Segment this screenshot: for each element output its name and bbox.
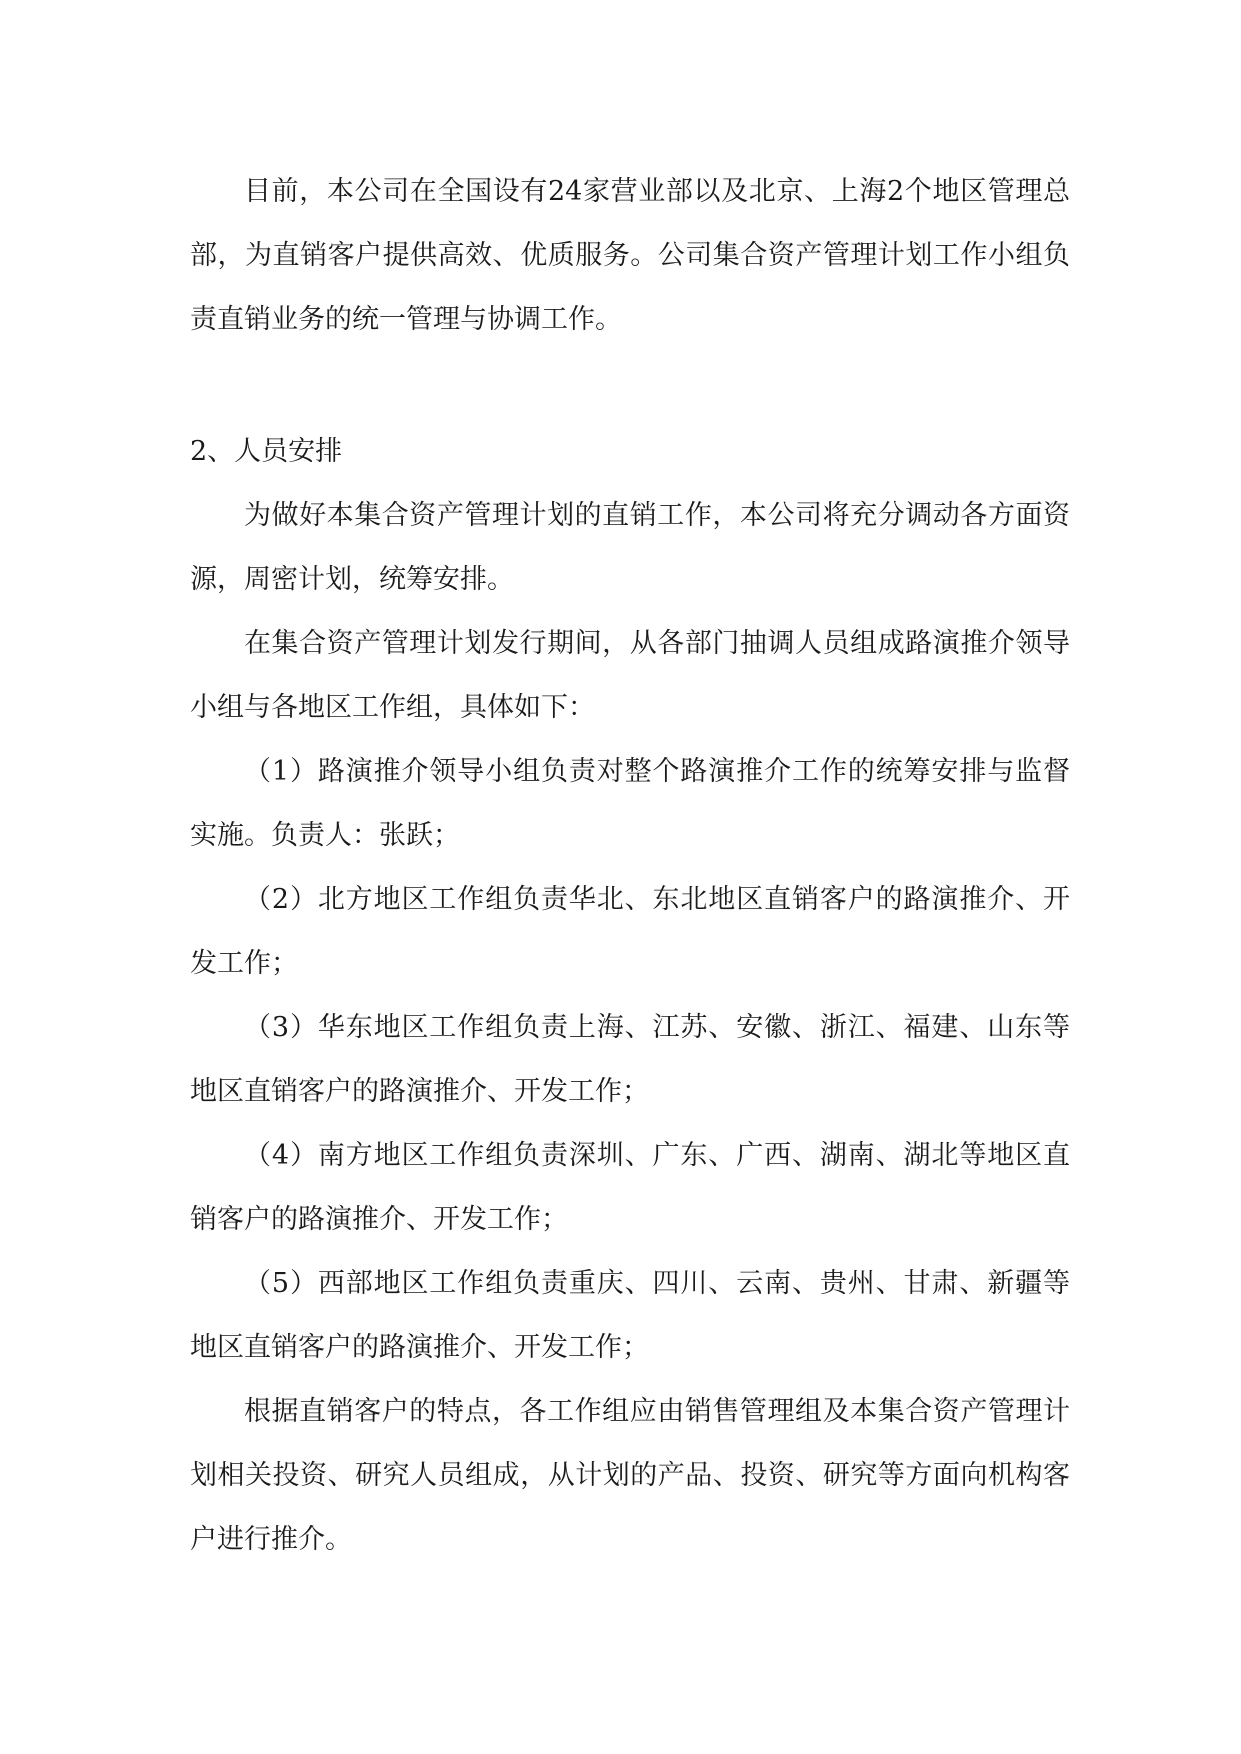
section-spacer [190, 352, 1070, 420]
list-item: （3）华东地区工作组负责上海、江苏、安徽、浙江、福建、山东等地区直销客户的路演推介、开发工作； [190, 1012, 1070, 1107]
document-body [190, 160, 1070, 1572]
list-item: （1）路演推介领导小组负责对整个路演推介工作的统筹安排与监督实施。负责人：张跃； [190, 756, 1070, 851]
section-heading: 2、人员安排 [190, 436, 343, 467]
list-item: （5）西部地区工作组负责重庆、四川、云南、贵州、甘肃、新疆等地区直销客户的路演推介、开发工作； [190, 1268, 1070, 1363]
intro-paragraph: 目前，本公司在全国设有24家营业部以及北京、上海2个地区管理总部，为直销客户提供高效、优质服务。公司集合资产管理计划工作小组负责直销业务的统一管理与协调工作。 [190, 176, 1070, 335]
list-item: （2）北方地区工作组负责华北、东北地区直销客户的路演推介、开发工作； [190, 884, 1070, 979]
team-intro-paragraph: 在集合资产管理计划发行期间，从各部门抽调人员组成路演推介领导小组与各地区工作组，具体如下： [190, 628, 1070, 723]
staffing-paragraph: 为做好本集合资产管理计划的直销工作，本公司将充分调动各方面资源，周密计划，统筹安排。 [190, 500, 1070, 595]
closing-paragraph: 根据直销客户的特点，各工作组应由销售管理组及本集合资产管理计划相关投资、研究人员组成，从计划的产品、投资、研究等方面向机构客户进行推介。 [190, 1396, 1070, 1555]
list-item: （4）南方地区工作组负责深圳、广东、广西、湖南、湖北等地区直销客户的路演推介、开发工作； [190, 1140, 1070, 1235]
